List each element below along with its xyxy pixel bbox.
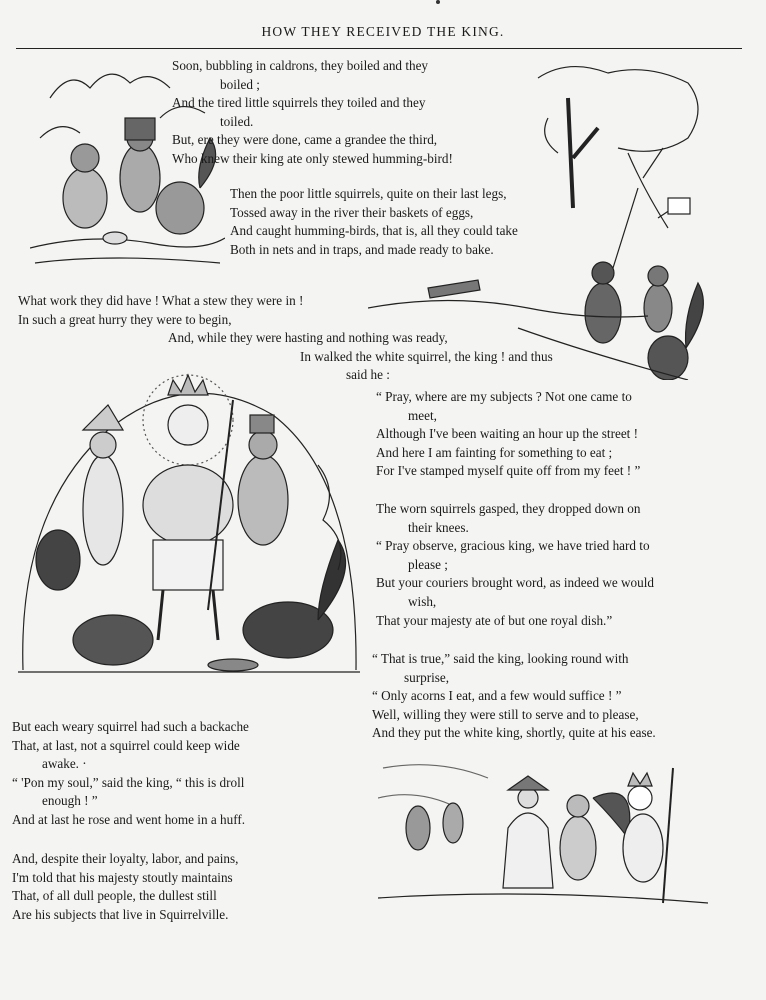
verse-line: “ That is true,” said the king, looking round with <box>372 651 629 666</box>
verse-line: What work they did have ! What a stew they were in ! <box>18 293 304 308</box>
page-speck <box>436 0 440 4</box>
verse-line: “ 'Pon my soul,” said the king, “ this is droll <box>12 774 245 790</box>
verse-line: And they put the white king, shortly, quite at his ease. <box>372 725 656 741</box>
page-header-title: HOW THEY RECEIVED THE KING. <box>261 24 505 39</box>
verse-line: That, at last, not a squirrel could keep wide <box>12 737 240 753</box>
verse-line: said he : <box>346 367 390 383</box>
verse-line: enough ! ” <box>42 793 98 809</box>
stanza-5 <box>376 500 654 630</box>
verse-line: meet, <box>408 407 437 423</box>
verse-line: And, while they were hasting and nothing was ready, <box>168 330 448 346</box>
verse-line: And, despite their loyalty, labor, and pains, <box>12 851 239 866</box>
verse-line: Well, willing they were still to serve and to please, <box>372 706 639 722</box>
verse-line: The worn squirrels gasped, they dropped down on <box>376 501 641 516</box>
stanza-7 <box>12 718 249 830</box>
verse-line: Then the poor little squirrels, quite on their last legs, <box>230 186 507 201</box>
verse-line: boiled ; <box>220 76 260 92</box>
verse-line: “ Only acorns I eat, and a few would suffice ! ” <box>372 688 622 704</box>
verse-line: But your couriers brought word, as indeed we would <box>376 575 654 591</box>
illustration-white-squirrel-king <box>18 370 360 695</box>
verse-line: And at last he rose and went home in a huff. <box>12 811 246 827</box>
verse-line: I'm told that his majesty stoutly maintains <box>12 869 233 885</box>
stanza-3 <box>18 292 553 385</box>
stanza-6 <box>372 650 656 743</box>
verse-line: “ Pray, where are my subjects ? Not one came to <box>376 389 632 404</box>
verse-line: Who knew their king ate only stewed humming-bird! <box>172 150 453 166</box>
stanza-1 <box>172 57 453 169</box>
verse-line: That, of all dull people, the dullest still <box>12 888 217 904</box>
verse-line: And caught humming-birds, that is, all they could take <box>230 223 518 239</box>
verse-line: surprise, <box>404 669 450 685</box>
verse-line: please ; <box>408 556 448 572</box>
verse-line: But each weary squirrel had such a backache <box>12 719 249 734</box>
verse-line: In such a great hurry they were to begin, <box>18 311 232 327</box>
verse-line: Tossed away in the river their baskets of eggs, <box>230 204 474 220</box>
stanza-8 <box>12 850 238 924</box>
verse-line: And the tired little squirrels they toiled and they <box>172 95 426 111</box>
verse-line: Are his subjects that live in Squirrelville. <box>12 906 229 922</box>
header-rule <box>16 48 742 49</box>
verse-line: And here I am fainting for something to eat ; <box>376 444 613 460</box>
verse-line: In walked the white squirrel, the king ! and thus <box>300 348 553 364</box>
verse-line: their knees. <box>408 519 469 535</box>
verse-line: Both in nets and in traps, and made ready to bake. <box>230 241 494 257</box>
verse-line: toiled. <box>220 113 254 129</box>
verse-line: awake. · <box>42 756 87 772</box>
verse-line: “ Pray observe, gracious king, we have tried hard to <box>376 538 650 554</box>
verse-line: But, ere they were done, came a grandee the third, <box>172 132 438 148</box>
stanza-4 <box>376 388 640 481</box>
stanza-2 <box>230 185 518 259</box>
verse-line: That your majesty ate of but one royal dish.” <box>376 612 613 628</box>
verse-line: Soon, bubbling in caldrons, they boiled and they <box>172 58 429 73</box>
verse-line: Although I've been waiting an hour up the street ! <box>376 426 639 442</box>
verse-line: wish, <box>408 593 437 609</box>
illustration-royal-procession <box>378 758 708 908</box>
verse-line: For I've stamped myself quite off from my feet ! ” <box>376 463 641 479</box>
